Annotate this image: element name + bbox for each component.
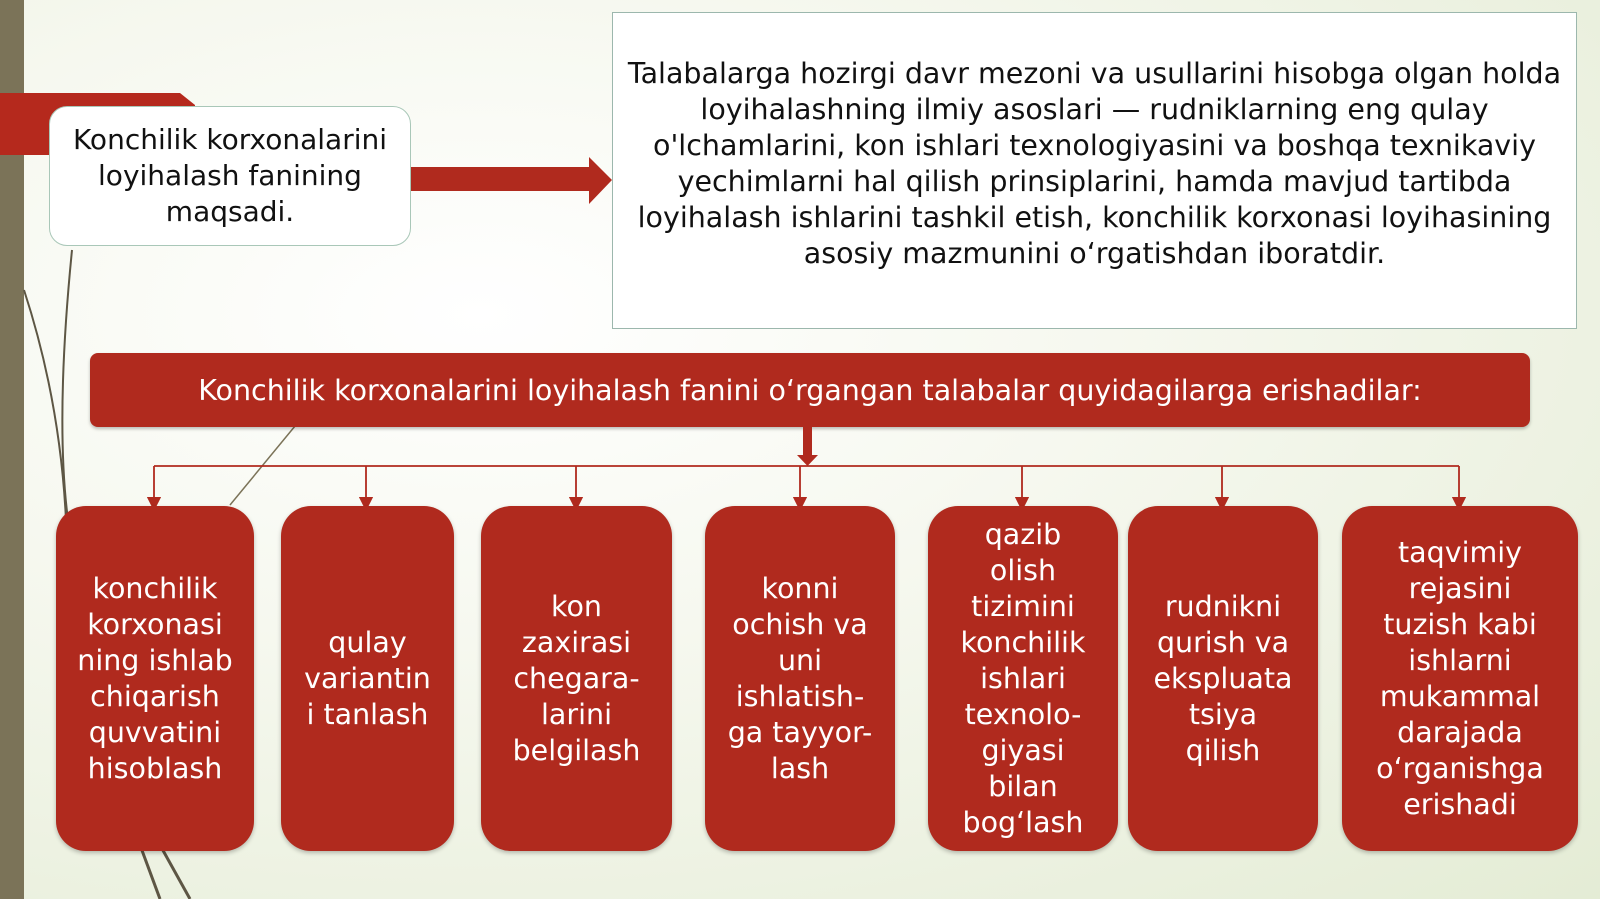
outcome-text: taqvimiy rejasini tuzish kabi ishlarni mukammal darajada o‘rganishga erishadi: [1376, 535, 1544, 821]
outcome-text: qulay variantin i tanlash: [304, 625, 431, 731]
outcome-card-schedule: [1342, 506, 1578, 851]
purpose-label: Konchilik korxonalarini loyihalash fanining maqsadi.: [72, 123, 388, 228]
outcome-text: kon zaxirasi chegara- larini belgilash: [512, 589, 641, 767]
outcome-card-variant: [281, 506, 454, 851]
goal-description: Talabalarga hozirgi davr mezoni va usullarini hisobga olgan holda loyihalashning ilmiy asoslari — rudniklarning eng qulay o'lchamlarini, kon ishlari texnologiyasini va boshqa texnikaviy yechimlarni hal qilish prinsiplarini, hamda mavjud tartibda loyihalash ishlarini tashkil etish, konchilik korxonasi loyihasining asosiy mazmunini o‘rgatishdan iboratdir.: [627, 56, 1562, 270]
outcome-card-capacity: [56, 506, 254, 851]
outcome-text: konni ochish va uni ishlatish- ga tayyor- lash: [727, 571, 873, 785]
outcome-card-construction: [1128, 506, 1318, 851]
outcome-text: rudnikni qurish va ekspluata tsiya qilish: [1153, 589, 1293, 767]
outcome-text: qazib olish tizimini konchilik ishlari texnolo- giyasi bilan bog‘lash: [960, 517, 1086, 839]
outcome-text: konchilik korxonasi ning ishlab chiqarish quvvatini hisoblash: [77, 571, 233, 785]
outcomes-banner-text: Konchilik korxonalarini loyihalash fanini o‘rgangan talabalar quyidagilarga erishadilar:: [198, 373, 1422, 407]
outcome-card-opening: [705, 506, 895, 851]
outcome-card-mining-system: [928, 506, 1118, 851]
outcome-card-reserves: [481, 506, 672, 851]
